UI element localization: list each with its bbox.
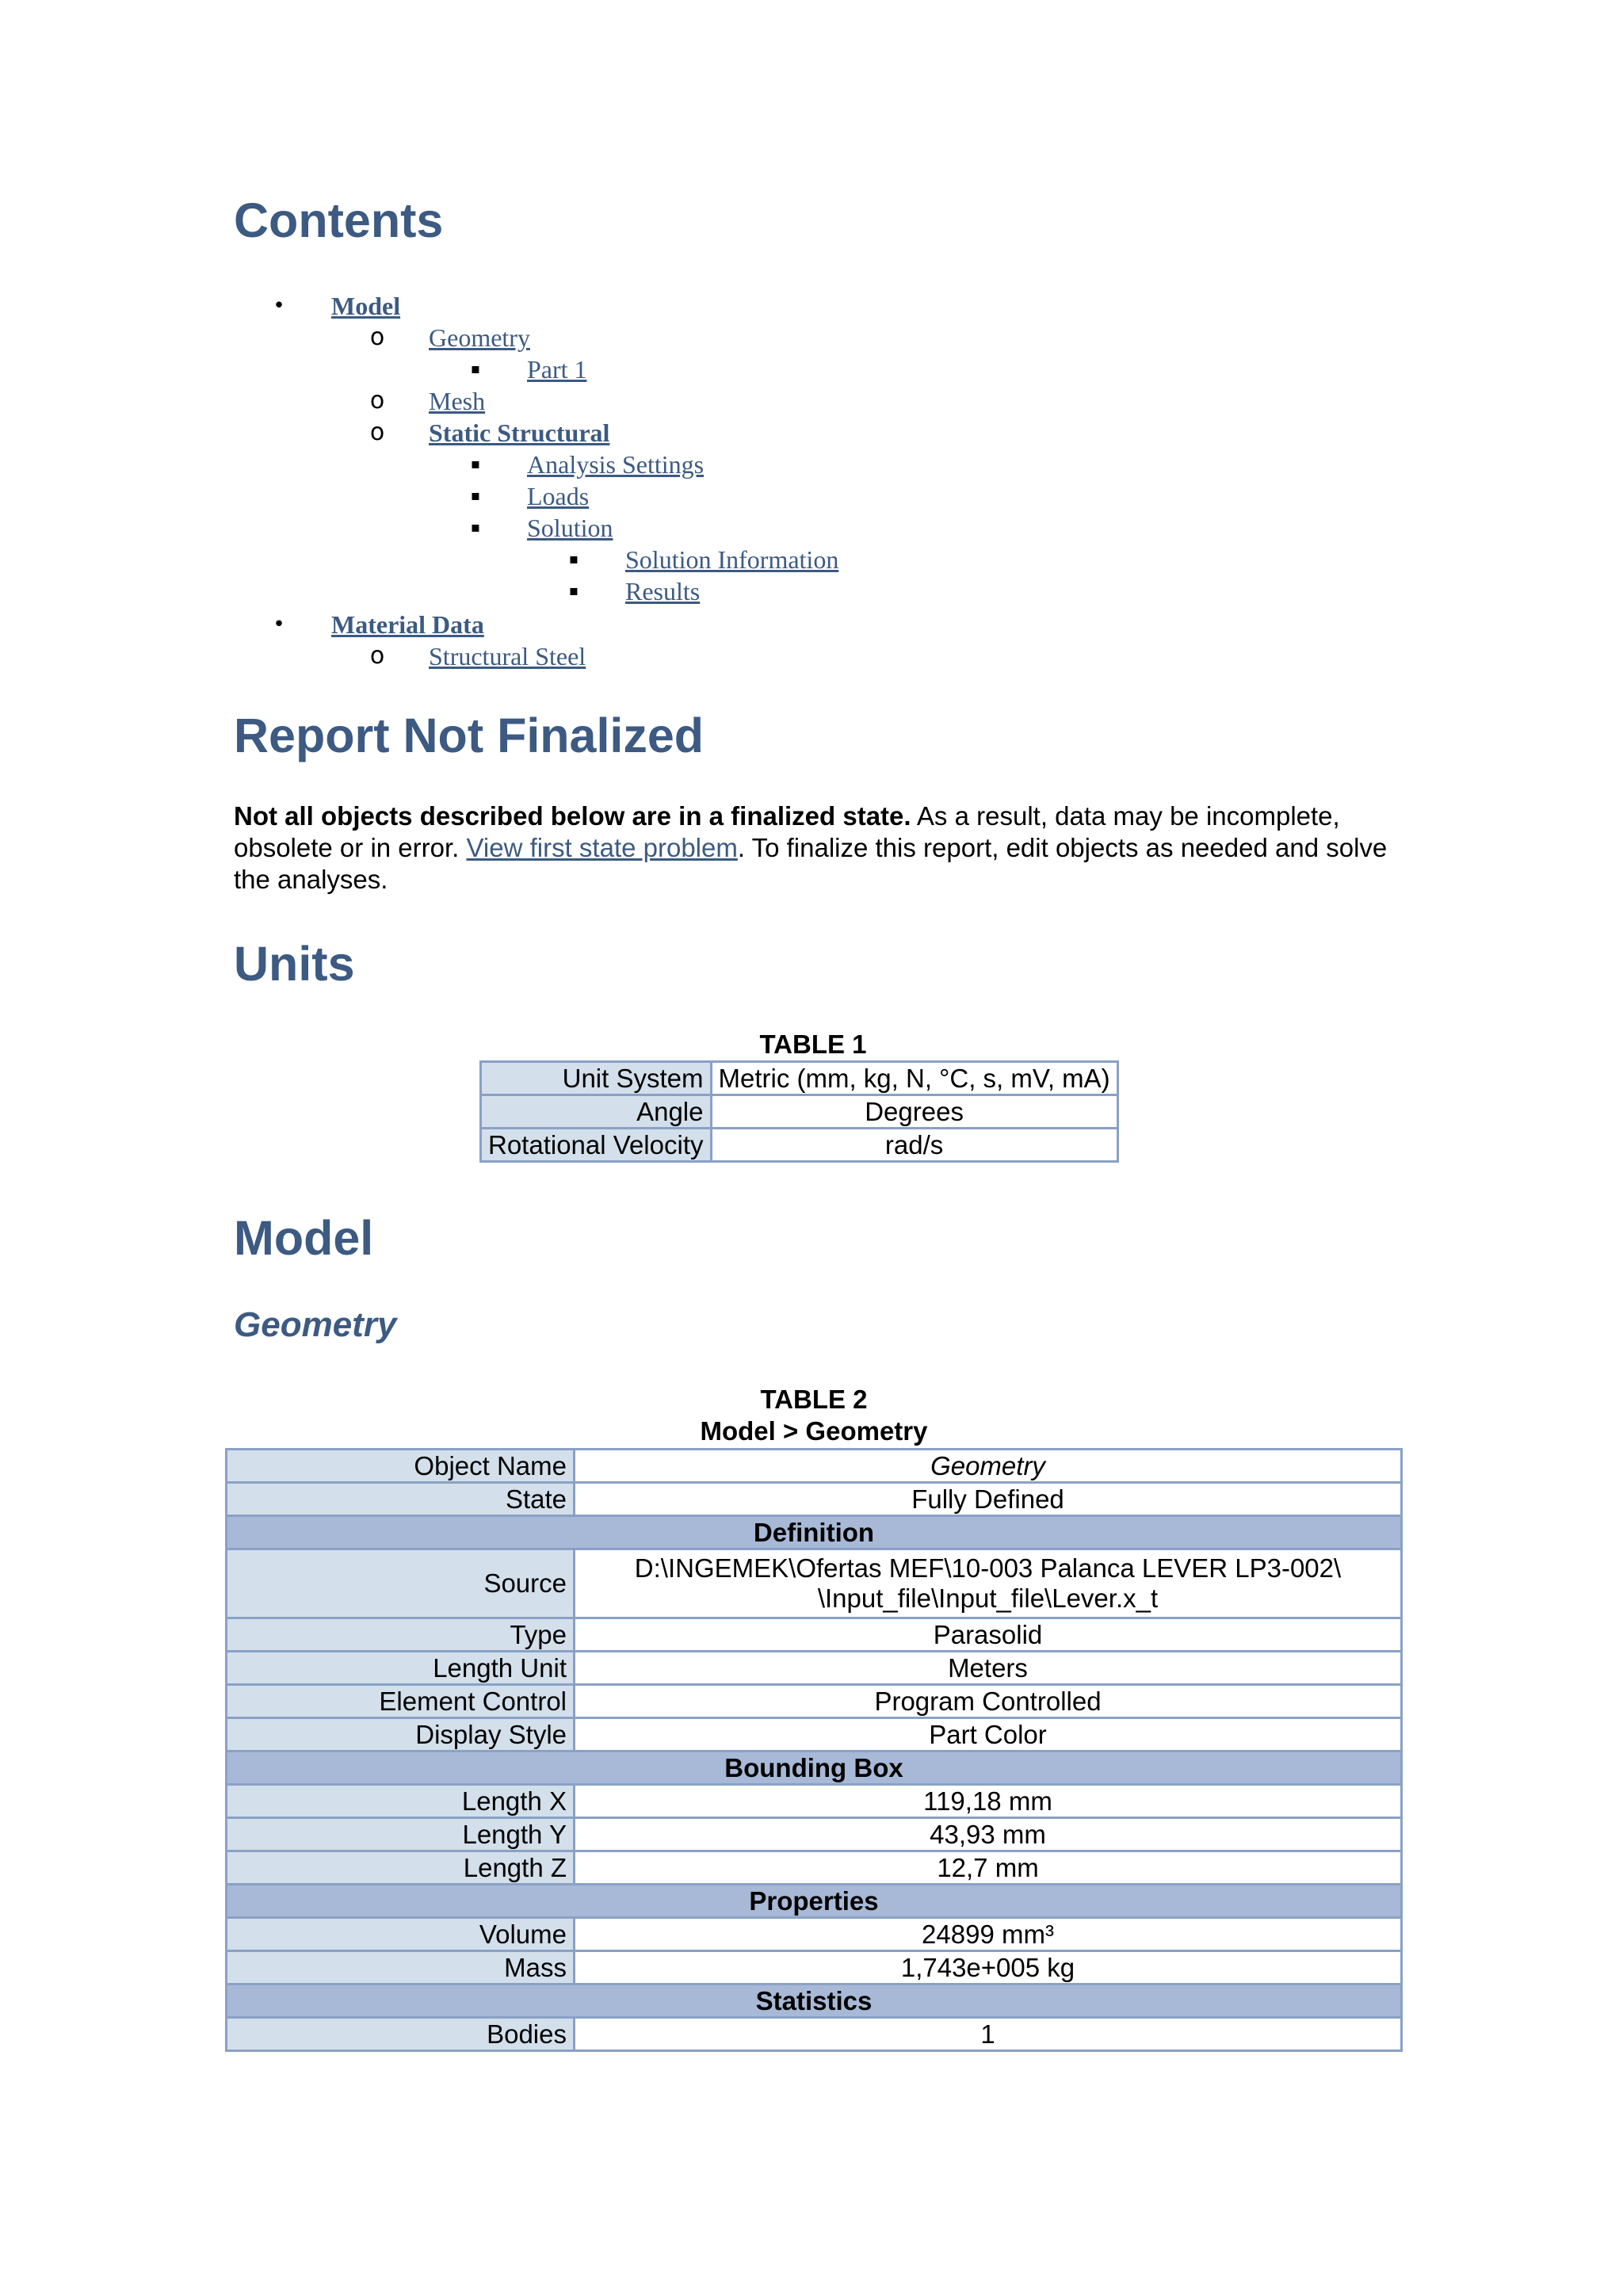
row-value: 24899 mm³ <box>575 1918 1402 1951</box>
group-header-row <box>227 1885 1402 1918</box>
table-2-subcaption: Model > Geometry <box>700 1416 928 1446</box>
row-label: Rotational Velocity <box>481 1129 712 1162</box>
row-label: Source <box>227 1549 575 1618</box>
row-value: Geometry <box>575 1450 1402 1483</box>
report-not-finalized-heading: Report Not Finalized <box>234 709 705 762</box>
units-heading: Units <box>234 937 355 991</box>
toc-link[interactable]: Static Structural <box>429 418 610 447</box>
row-value: Metric (mm, kg, N, °C, s, mV, mA) <box>711 1062 1117 1095</box>
row-label: Length Y <box>227 1818 575 1851</box>
toc-link[interactable]: Loads <box>527 482 590 510</box>
bullet-icon: ▪ <box>568 551 579 567</box>
row-label: Bodies <box>227 2018 575 2051</box>
row-value: Part Color <box>575 1718 1402 1752</box>
row-value: Program Controlled <box>575 1685 1402 1718</box>
table-row <box>227 1851 1402 1885</box>
row-label: Mass <box>227 1951 575 1985</box>
row-value: Fully Defined <box>575 1483 1402 1516</box>
row-label: Length Z <box>227 1851 575 1885</box>
group-header: Bounding Box <box>227 1752 1402 1785</box>
bullet-icon: • <box>273 294 285 318</box>
table-row <box>227 1549 1402 1618</box>
table-row <box>227 1652 1402 1685</box>
geometry-heading: Geometry <box>234 1305 397 1344</box>
toc-link[interactable]: Solution Information <box>625 545 839 574</box>
bullet-icon: ▪ <box>470 519 481 536</box>
table-row <box>481 1129 1118 1162</box>
row-value: 1 <box>575 2018 1402 2051</box>
table-2-caption: TABLE 2 <box>760 1385 868 1414</box>
notice-text-1: As a result, data may be incomplete, obsolete or in error. <box>234 801 1340 862</box>
row-label: State <box>227 1483 575 1516</box>
table-row <box>227 2018 1402 2051</box>
bullet-icon: ▪ <box>470 456 481 472</box>
bullet-icon: ▪ <box>470 487 481 504</box>
bullet-icon: ▪ <box>568 583 579 599</box>
not-finalized-notice <box>234 800 1407 896</box>
toc-link[interactable]: Part 1 <box>527 355 587 384</box>
group-header-row <box>227 1985 1402 2018</box>
row-label: Volume <box>227 1918 575 1951</box>
row-value: Degrees <box>711 1095 1117 1129</box>
geometry-table <box>225 1448 1403 2052</box>
row-value-line: D:\INGEMEK\Ofertas MEF\10-003 Palanca LEVER LP3-002\ <box>634 1553 1342 1583</box>
toc-link[interactable]: Results <box>625 577 701 606</box>
group-header: Properties <box>227 1885 1402 1918</box>
row-label: Type <box>227 1618 575 1652</box>
row-label: Angle <box>481 1095 712 1129</box>
group-header-row <box>227 1752 1402 1785</box>
row-value <box>575 1549 1402 1618</box>
group-header: Statistics <box>227 1985 1402 2018</box>
table-row <box>227 1450 1402 1483</box>
table-row <box>227 1718 1402 1752</box>
row-value: Parasolid <box>575 1618 1402 1652</box>
row-label: Element Control <box>227 1685 575 1718</box>
table-1-caption: TABLE 1 <box>759 1030 867 1059</box>
group-header: Definition <box>227 1516 1402 1549</box>
bullet-icon: o <box>369 323 385 351</box>
row-value: 43,93 mm <box>575 1818 1402 1851</box>
bullet-icon: o <box>369 642 385 670</box>
row-label: Object Name <box>227 1450 575 1483</box>
bullet-icon: o <box>369 418 385 446</box>
bullet-icon: • <box>273 613 285 636</box>
bullet-icon: o <box>369 387 385 415</box>
row-label: Length X <box>227 1785 575 1818</box>
table-row <box>227 1785 1402 1818</box>
toc-link[interactable]: Geometry <box>429 323 530 352</box>
model-heading: Model <box>234 1211 374 1265</box>
toc-link[interactable]: Material Data <box>331 610 484 639</box>
table-row <box>227 1951 1402 1985</box>
row-value: Meters <box>575 1652 1402 1685</box>
row-label: Length Unit <box>227 1652 575 1685</box>
bullet-icon: ▪ <box>470 361 481 377</box>
row-value-line: \Input_file\Input_file\Lever.x_t <box>817 1584 1159 1613</box>
contents-heading: Contents <box>234 193 444 247</box>
table-row <box>227 1818 1402 1851</box>
row-label: Display Style <box>227 1718 575 1752</box>
notice-text-2: . To finalize this report, edit objects as needed and solve the analyses. <box>234 833 1388 894</box>
toc-link[interactable]: Mesh <box>429 387 486 415</box>
units-table <box>479 1060 1119 1163</box>
table-row <box>227 1685 1402 1718</box>
toc-link[interactable]: Structural Steel <box>429 642 586 670</box>
row-label: Unit System <box>481 1062 712 1095</box>
row-value: 12,7 mm <box>575 1851 1402 1885</box>
toc-link[interactable]: Analysis Settings <box>527 450 705 479</box>
row-value: 1,743e+005 kg <box>575 1951 1402 1985</box>
toc-link[interactable]: Model <box>331 292 401 320</box>
table-row <box>481 1095 1118 1129</box>
view-first-state-problem-link[interactable]: View first state problem <box>466 833 738 862</box>
table-row <box>227 1918 1402 1951</box>
table-row <box>481 1062 1118 1095</box>
table-row <box>227 1483 1402 1516</box>
notice-bold-text: Not all objects described below are in a finalized state. <box>234 801 911 831</box>
row-value: 119,18 mm <box>575 1785 1402 1818</box>
group-header-row <box>227 1516 1402 1549</box>
toc-link[interactable]: Solution <box>527 514 613 542</box>
table-row <box>227 1618 1402 1652</box>
row-value: rad/s <box>711 1129 1117 1162</box>
